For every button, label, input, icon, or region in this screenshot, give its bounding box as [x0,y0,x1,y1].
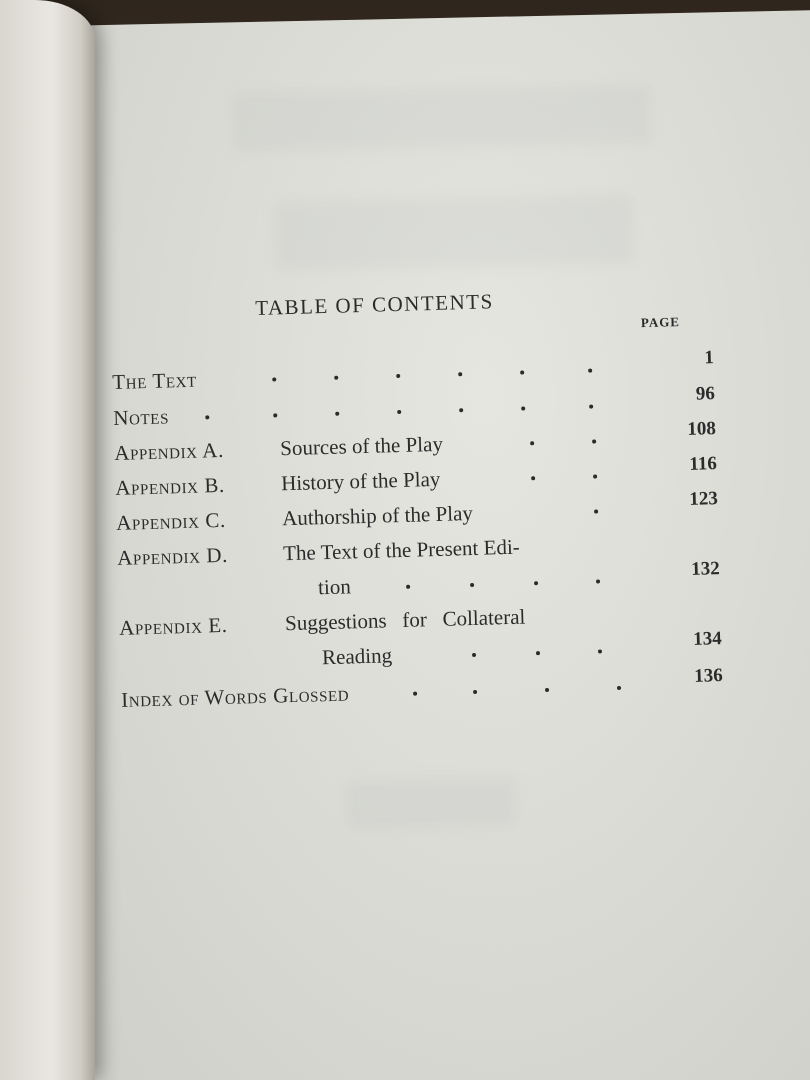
entry-label: The Text [111,367,198,394]
entry-label: Appendix E. [118,612,228,640]
leader-dot [534,581,538,585]
leader-dot [520,370,524,374]
entry-label: Notes [112,404,170,430]
leader-dot [598,649,602,653]
entry-page-number: 132 [690,558,721,580]
leader-dot [473,690,477,694]
leader-dot [589,405,593,409]
entry-title-continued: tion [317,574,352,600]
leader-dot [593,474,597,478]
entry-title: Authorship of the Play [281,500,474,531]
leader-dot [272,377,276,381]
leader-dot [472,653,476,657]
entry-page-number: 134 [692,628,722,650]
toc-title: TABLE OF CONTENTS [254,289,495,320]
leader-dot [594,509,598,513]
leader-dot [617,686,621,690]
page-column-heading: PAGE [640,314,681,331]
leader-dot [596,579,600,583]
leader-dot [530,441,534,445]
entry-title: The Text of the Present Edi- [282,534,521,566]
leader-dot [545,688,549,692]
entry-label: Appendix A. [113,437,225,465]
entry-label: Appendix C. [115,507,227,535]
entry-title: Suggestions for Collateral [284,604,526,636]
entry-page-number: 96 [695,383,716,405]
show-through-text [274,194,635,272]
entry-title-continued: Reading [321,643,393,670]
entry-page-number: 1 [704,347,715,369]
leader-dot [592,439,596,443]
leader-dot [406,585,410,589]
leader-dot [470,583,474,587]
entry-page-number: 123 [689,488,719,510]
leader-dot [335,412,339,416]
facing-page-edge [0,0,95,1080]
leader-dot [521,406,525,410]
entry-page-number: 108 [687,418,717,440]
leader-dot [459,408,463,412]
leader-dot [397,410,401,414]
leader-dot [531,476,535,480]
entry-title: Sources of the Play [279,431,444,461]
leader-dot [396,374,400,378]
leader-dot [334,376,338,380]
leader-dot [588,369,592,373]
entry-title: History of the Play [280,466,441,496]
entry-page-number: 116 [689,453,718,475]
entry-page-number: 136 [693,665,724,687]
leader-dot [273,413,277,417]
show-through-text [232,84,653,153]
entry-label: Appendix D. [116,542,229,570]
entry-label: Index of Words Glossed [120,681,350,712]
leader-dot [536,651,540,655]
leader-dot [413,692,417,696]
leader-dot [205,415,209,419]
show-through-text [346,777,517,831]
leader-dot [458,372,462,376]
entry-label: Appendix B. [114,472,226,500]
